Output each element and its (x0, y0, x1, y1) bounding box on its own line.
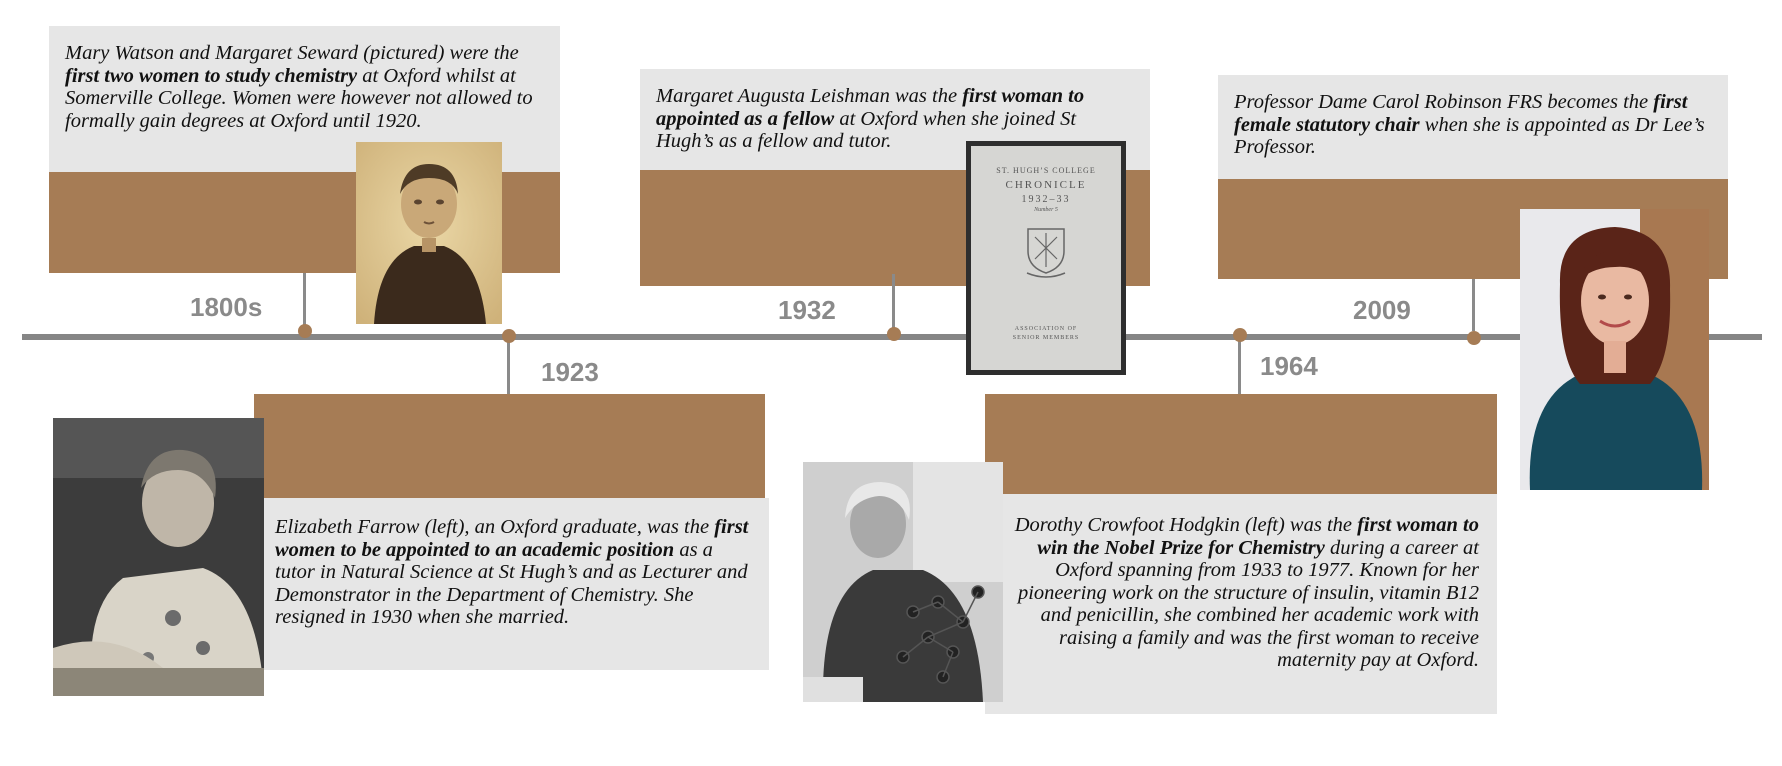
year-label-1923: 1923 (541, 357, 599, 387)
chronicle-title: CHRONICLE (1005, 179, 1087, 191)
photo-dorothy-hodgkin (803, 462, 1003, 702)
event-highlight: first female statutory chair (1234, 91, 1688, 136)
event-band-1964 (985, 394, 1497, 494)
portrait-margaret-seward (356, 142, 502, 324)
bw-lab-photo-image (803, 462, 1003, 702)
year-label-2009: 2009 (1353, 295, 1411, 325)
event-highlight: first two women to study chemistry (65, 64, 358, 87)
event-highlight: first woman to appointed as a fellow (656, 85, 1085, 130)
bw-portrait-image (53, 418, 264, 696)
chronicle-page (971, 146, 1121, 370)
chronicle-years: 1932–33 (1021, 194, 1071, 205)
portrait-elizabeth-farrow (53, 418, 264, 696)
event-card-1923: Elizabeth Farrow (left), an Oxford graduate, was the first women to be appointed to an academic position as a tutor in Natural Science at St Hugh’s and as Lecturer and Demonstrator in the Department of Chemistry. She resigned in 1930 when she married. (264, 498, 769, 670)
event-highlight: first woman to win the Nobel Prize for Chemistry (1037, 514, 1479, 559)
event-highlight: first women to be appointed to an academic position (275, 516, 749, 561)
event-card-1800s: Mary Watson and Margaret Seward (pictured) were the first two women to study chemistry at Oxford whilst at Somerville College. Women were however not allowed to formally gain degrees at Oxford until 1920. (49, 26, 560, 172)
marker-1964 (1233, 328, 1247, 342)
year-label-1932: 1932 (778, 295, 836, 325)
tick-1932 (892, 274, 895, 330)
event-card-1964: Dorothy Crowfoot Hodgkin (left) was the first woman to win the Nobel Prize for Chemistry during a career at Oxford spanning from 1933 to 1977. Known for her pioneering work on the structure of insulin, vitamin B12 and penicillin, she combined her academic work with raising a family and was the first woman to receive maternity pay at Oxford. (985, 494, 1497, 714)
color-portrait-image (1520, 209, 1709, 490)
marker-1923 (502, 329, 516, 343)
year-label-1800s: 1800s (190, 292, 263, 322)
event-card-2009: Professor Dame Carol Robinson FRS becomes the first female statutory chair when she is appointed as Dr Lee’s Professor. (1218, 75, 1728, 179)
marker-1800s (298, 324, 312, 338)
tick-2009 (1472, 279, 1475, 331)
chronicle-number: Number 5 (1034, 207, 1058, 213)
sepia-portrait-image (356, 142, 502, 324)
chronicle-college: ST. HUGH’S COLLEGE (996, 166, 1096, 175)
chronicle-footer-1: ASSOCIATION OF (1014, 326, 1078, 332)
event-card-1932: Margaret Augusta Leishman was the first woman to appointed as a fellow at Oxford when she joined St Hugh’s as a fellow and tutor. (640, 69, 1150, 170)
photo-carol-robinson (1520, 209, 1709, 490)
year-label-1964: 1964 (1260, 351, 1318, 381)
marker-1932 (887, 327, 901, 341)
chronicle-booklet-cover (966, 141, 1126, 375)
event-band-1923 (254, 394, 765, 498)
tick-1923 (507, 336, 510, 394)
chronicle-footer-2: SENIOR MEMBERS (1012, 335, 1080, 341)
college-crest-icon (1023, 225, 1069, 281)
marker-2009 (1467, 331, 1481, 345)
tick-1964 (1238, 336, 1241, 394)
tick-1800s (303, 273, 306, 329)
